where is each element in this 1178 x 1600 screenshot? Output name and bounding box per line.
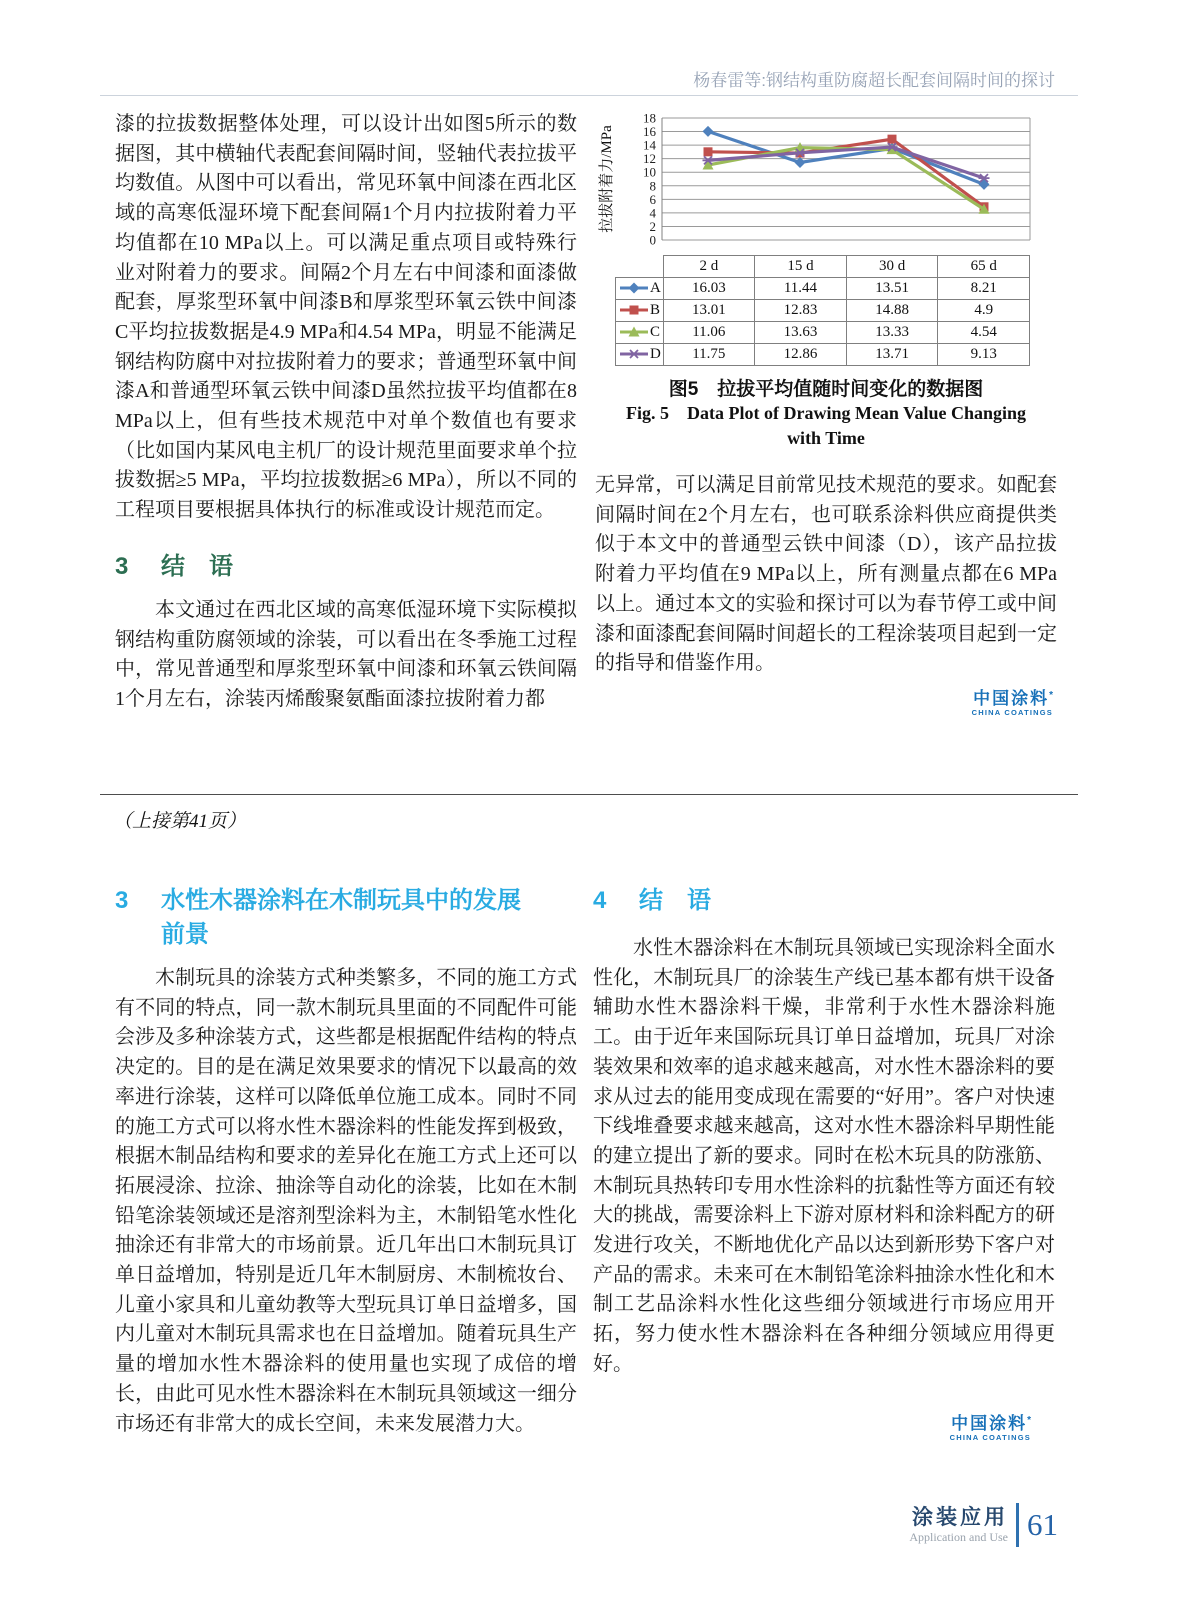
data-value: 4.9: [938, 300, 1030, 322]
running-head: [100, 66, 1055, 91]
data-value: 4.54: [938, 322, 1030, 344]
figure5-data-table: [615, 255, 1030, 366]
logo-zh-label: 中国涂料: [951, 1413, 1028, 1433]
series-name: B: [650, 302, 661, 318]
table-row: [616, 278, 1030, 300]
section-heading-prospects: [115, 884, 577, 952]
svg-text:2: 2: [649, 218, 656, 234]
x-axis-label: 15 d: [755, 256, 847, 278]
table-row: [616, 344, 1030, 366]
body-paragraph: 木制玩具的涂装方式种类繁多，不同的施工方式有不同的特点，同一款木制玩具里面的不同配件可能会涉及多种涂装方式，这些都是根据配件结构的特点决定的。目的是在满足效果要求的情况下以最高的效率进行涂装，这样可以降低单位施工成本。同时不同的施工方式可以将水性木器涂料的性能发挥到极致，根据木制品结构和要求的差异化在施工方式上还可以拓展浸涂、拉涂、抽涂等自动化的涂装，比如在木制铅笔涂装领域还是溶剂型涂料为主，木制铅笔水性化抽涂还有非常大的市场前景。近几年出口木制玩具订单日益增加，特别是近几年木制厨房、木制梳妆台、儿童小家具和儿童幼教等大型玩具订单日益增多，国内儿童对木制玩具需求也在日益增加。随着玩具生产量的增加水性木器涂料的使用量也实现了成倍的增长，由此可见水性木器涂料在木制玩具领域这一细分市场还有非常大的成长空间，未来发展潜力大。: [115, 967, 577, 1435]
section-number: 3: [115, 887, 129, 914]
footer-journal-block: [909, 1506, 1008, 1544]
article-separator-rule: [100, 794, 1078, 795]
x-axis-row: [616, 256, 1030, 278]
figure-caption-en-line1: Fig. 5 Data Plot of Drawing Mean Value Changing: [625, 403, 1027, 423]
logo-text-en: CHINA COATINGS: [949, 1432, 1031, 1442]
svg-text:6: 6: [649, 191, 656, 207]
body-paragraph: 无异常，可以满足目前常见技术规范的要求。如配套间隔时间在2个月左右，也可联系涂料供应商提供类似于本文中的普通型云铁中间漆（D），该产品拉拔附着力平均值在9 MPa以上，所有测量点都在6 MPa以上。通过本文的实验和探讨可以为春节停工或中间漆和面漆配套间隔时间超长的工程涂装项目起到一定的指导和借鉴作用。: [595, 474, 1057, 675]
data-value: 16.03: [663, 278, 755, 300]
series-name: A: [650, 280, 661, 296]
continuation-note: （上接第41页）: [113, 811, 247, 832]
section-number: 3: [115, 552, 129, 580]
page-footer: [909, 1503, 1058, 1547]
logo-mark: *: [1049, 689, 1053, 701]
page-number: 61: [1027, 1507, 1058, 1542]
figure-caption-en: [595, 401, 1057, 451]
running-title: 杨春雷等:钢结构重防腐超长配套间隔时间的探讨: [693, 71, 1055, 90]
x-axis-label: 30 d: [846, 256, 938, 278]
section-title: 结 语: [639, 887, 711, 914]
article2-left-column: [115, 880, 577, 1439]
figure-caption-en-line2: with Time: [787, 428, 865, 448]
svg-text:0: 0: [649, 232, 656, 248]
body-paragraph: 本文通过在西北区域的高寒低湿环境下实际模拟钢结构重防腐领域的涂装，可以看出在冬季施工过程中，常见普通型和厚浆型环氧中间漆和环氧云铁间隔1个月左右，涂装丙烯酸聚氨酯面漆拉拔附着力都: [115, 598, 577, 710]
table-row: [616, 322, 1030, 344]
body-paragraph: 漆的拉拔数据整体处理，可以设计出如图5所示的数据图，其中横轴代表配套间隔时间，竖轴代表拉拔平均数值。从图中可以看出，常见环氧中间漆在西北区域的高寒低湿环境下配套间隔1个月内拉拔附着力平均值都在10 MPa以上。可以满足重点项目或特殊行业对附着力的要求。间隔2个月左右中间漆和面漆做配套，厚浆型环氧中间漆B和厚浆型环氧云铁中间漆C平均拉拔数据是4.9 MPa和4.54 MPa，明显不能满足钢结构防腐中对拉拔附着力的要求；普通型环氧中间漆A和普通型环氧云铁中间漆D虽然拉拔平均值都在8 MPa以上，但有些技术规范中对单个数值也有要求（比如国内某风电主机厂的设计规范里面要求单个拉拔数据≥5 MPa，平均拉拔数据≥6 MPa），所以不同的工程项目要根据具体执行的标准或设计规范而定。: [115, 113, 577, 522]
svg-text:4: 4: [649, 205, 656, 221]
x-axis-label: 65 d: [938, 256, 1030, 278]
article1-left-column: [115, 110, 577, 715]
china-coatings-logo: [595, 687, 1053, 718]
section-number: 4: [593, 887, 607, 914]
logo-text-zh: [973, 687, 1053, 708]
figure-5: [595, 112, 1057, 451]
legend-key-icon: [619, 281, 649, 295]
svg-text:16: 16: [643, 124, 656, 140]
footer-journal-en: Application and Use: [909, 1530, 1008, 1544]
legend-key-icon: [619, 303, 649, 317]
china-coatings-logo: [593, 1412, 1031, 1443]
svg-text:10: 10: [643, 164, 656, 180]
data-value: 13.33: [846, 322, 938, 344]
svg-text:14: 14: [643, 137, 656, 153]
table-row: [616, 300, 1030, 322]
data-value: 9.13: [938, 344, 1030, 366]
footer-journal-zh: 涂装应用: [912, 1506, 1008, 1529]
svg-text:18: 18: [643, 112, 656, 126]
data-value: 11.44: [755, 278, 847, 300]
legend-cell-B: [616, 300, 664, 322]
table-corner-cell: [616, 256, 664, 278]
x-axis-label: 2 d: [663, 256, 755, 278]
section-heading-conclusion2: [593, 884, 1055, 918]
data-value: 8.21: [938, 278, 1030, 300]
data-value: 13.01: [663, 300, 755, 322]
logo-text-zh: [951, 1412, 1031, 1433]
legend-cell-A: [616, 278, 664, 300]
data-value: 14.88: [846, 300, 938, 322]
article2-right-column: [593, 880, 1055, 1443]
footer-accent-bar: [1016, 1503, 1019, 1547]
data-value: 11.75: [663, 344, 755, 366]
data-value: 11.06: [663, 322, 755, 344]
body-paragraph: 水性木器涂料在木制玩具领域已实现涂料全面水性化，木制玩具厂的涂装生产线已基本都有烘干设备辅助水性木器涂料干燥，非常利于水性木器涂料施工。由于近年来国际玩具订单日益增加，玩具厂对涂装效果和效率的追求越来越高，对水性木器涂料的要求从过去的能用变成现在需要的“好用”。客户对快速下线堆叠要求越来越高，这对水性木器涂料早期性能的建立提出了新的要求。同时在松木玩具的防涨筋、木制玩具热转印专用水性涂料的抗黏性等方面还有较大的挑战，需要涂料上下游对原材料和涂料配方的研发进行攻关，不断地优化产品以达到新形势下客户对产品的需求。未来可在木制铅笔涂料抽涂水性化和木制工艺品涂料水性化这些细分领域进行市场应用开拓，努力使水性木器涂料在各种细分领域应用得更好。: [593, 937, 1055, 1375]
data-value: 12.86: [755, 344, 847, 366]
legend-cell-D: [616, 344, 664, 366]
data-value: 13.63: [755, 322, 847, 344]
data-value: 13.51: [846, 278, 938, 300]
figure5-chart: [595, 112, 1050, 366]
legend-key-icon: [619, 325, 649, 339]
section-title: 水性木器涂料在木制玩具中的发展前景: [161, 887, 521, 948]
legend-cell-C: [616, 322, 664, 344]
legend-key-icon: [619, 347, 649, 361]
series-name: C: [650, 324, 661, 340]
figure-caption-zh: 图5 拉拔平均值随时间变化的数据图: [668, 379, 984, 400]
section-heading-conclusion: [115, 550, 577, 584]
header-divider: [100, 95, 1078, 96]
logo-zh-label: 中国涂料: [973, 688, 1050, 708]
data-value: 13.71: [846, 344, 938, 366]
article1-right-column: [595, 112, 1057, 718]
logo-text-en: CHINA COATINGS: [971, 707, 1053, 717]
svg-text:12: 12: [643, 151, 656, 167]
svg-text:拉拔附着力/MPa: 拉拔附着力/MPa: [599, 125, 615, 233]
logo-mark: *: [1027, 1414, 1031, 1426]
figure5-plot: [595, 112, 1050, 250]
series-name: D: [650, 346, 661, 362]
svg-text:8: 8: [649, 178, 656, 194]
data-value: 12.83: [755, 300, 847, 322]
section-title: 结 语: [161, 552, 233, 580]
